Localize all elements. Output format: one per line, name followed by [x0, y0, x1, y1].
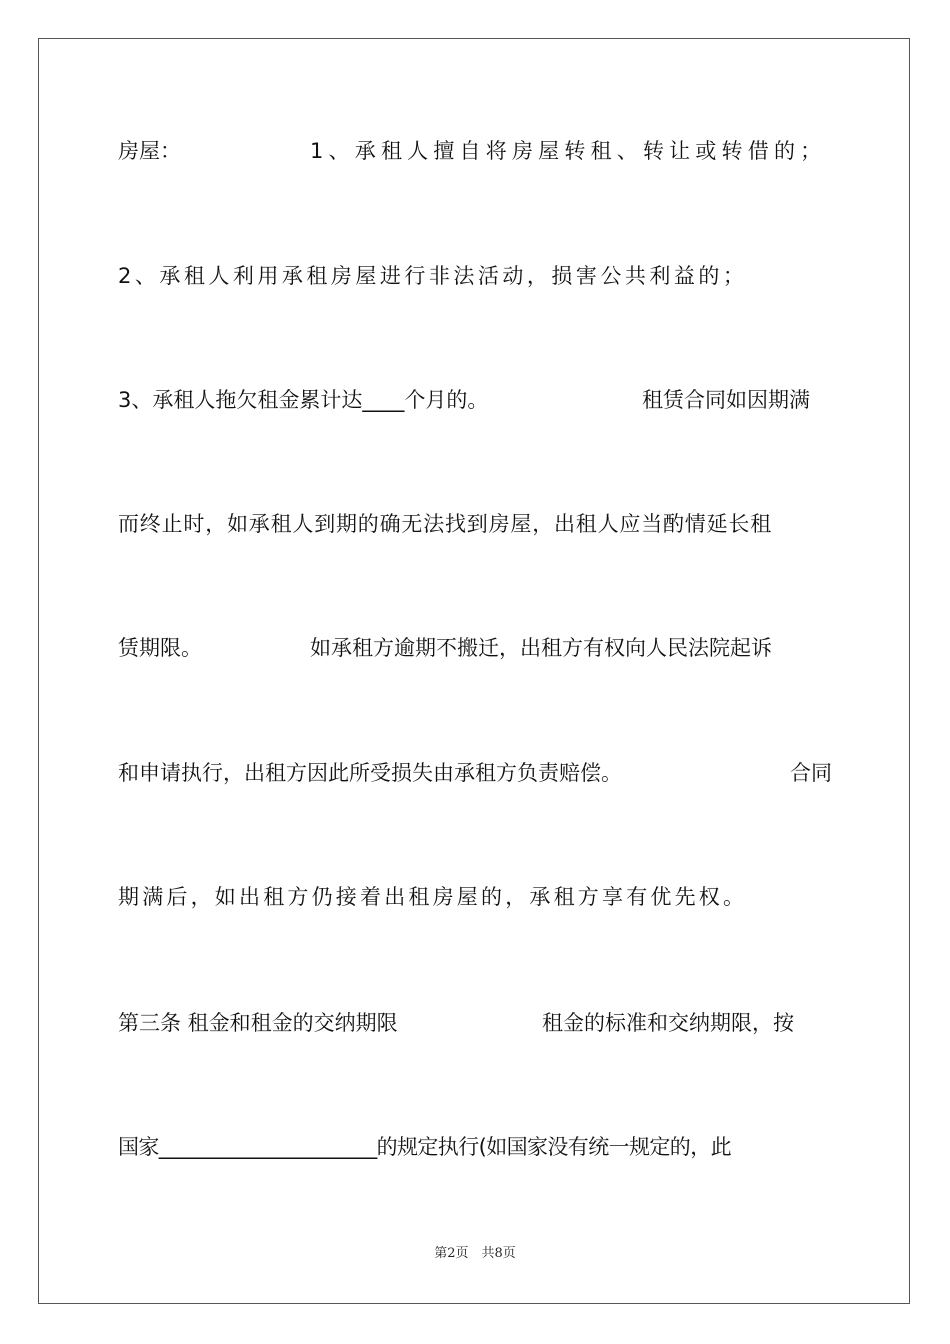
- page-number-footer: 第2页 共8页: [434, 1246, 516, 1261]
- page-border: [38, 38, 910, 1304]
- text-line-6b: 合同: [790, 761, 832, 785]
- text-line-1a: 房屋：: [118, 139, 181, 163]
- text-line-1b: 1、承租人擅自将房屋转租、转让或转借的；: [310, 139, 827, 163]
- text-line-8a: 第三条 租金和租金的交纳期限: [118, 1011, 398, 1035]
- text-line-4: 而终止时，如承租人到期的确无法找到房屋，出租人应当酌情延长租: [118, 512, 772, 536]
- text-line-2: 2、承租人利用承租房屋进行非法活动，损害公共利益的；: [118, 264, 748, 288]
- text-line-7: 期满后，如出租方仍接着出租房屋的，承租方享有优先权。: [118, 885, 748, 909]
- text-line-5a: 赁期限。: [118, 636, 202, 660]
- text-line-6a: 和申请执行，出租方因此所受损失由承租方负责赔偿。: [118, 761, 622, 785]
- text-line-8b: 租金的标准和交纳期限，按: [542, 1011, 794, 1035]
- text-line-5b: 如承租方逾期不搬迁，出租方有权向人民法院起诉: [310, 636, 772, 660]
- text-line-3b: 租赁合同如因期满: [642, 388, 810, 412]
- text-line-9: 国家______________________的规定执行(如国家没有统一规定的，此: [118, 1135, 731, 1159]
- text-line-3a: 3、承租人拖欠租金累计达____个月的。: [118, 388, 489, 412]
